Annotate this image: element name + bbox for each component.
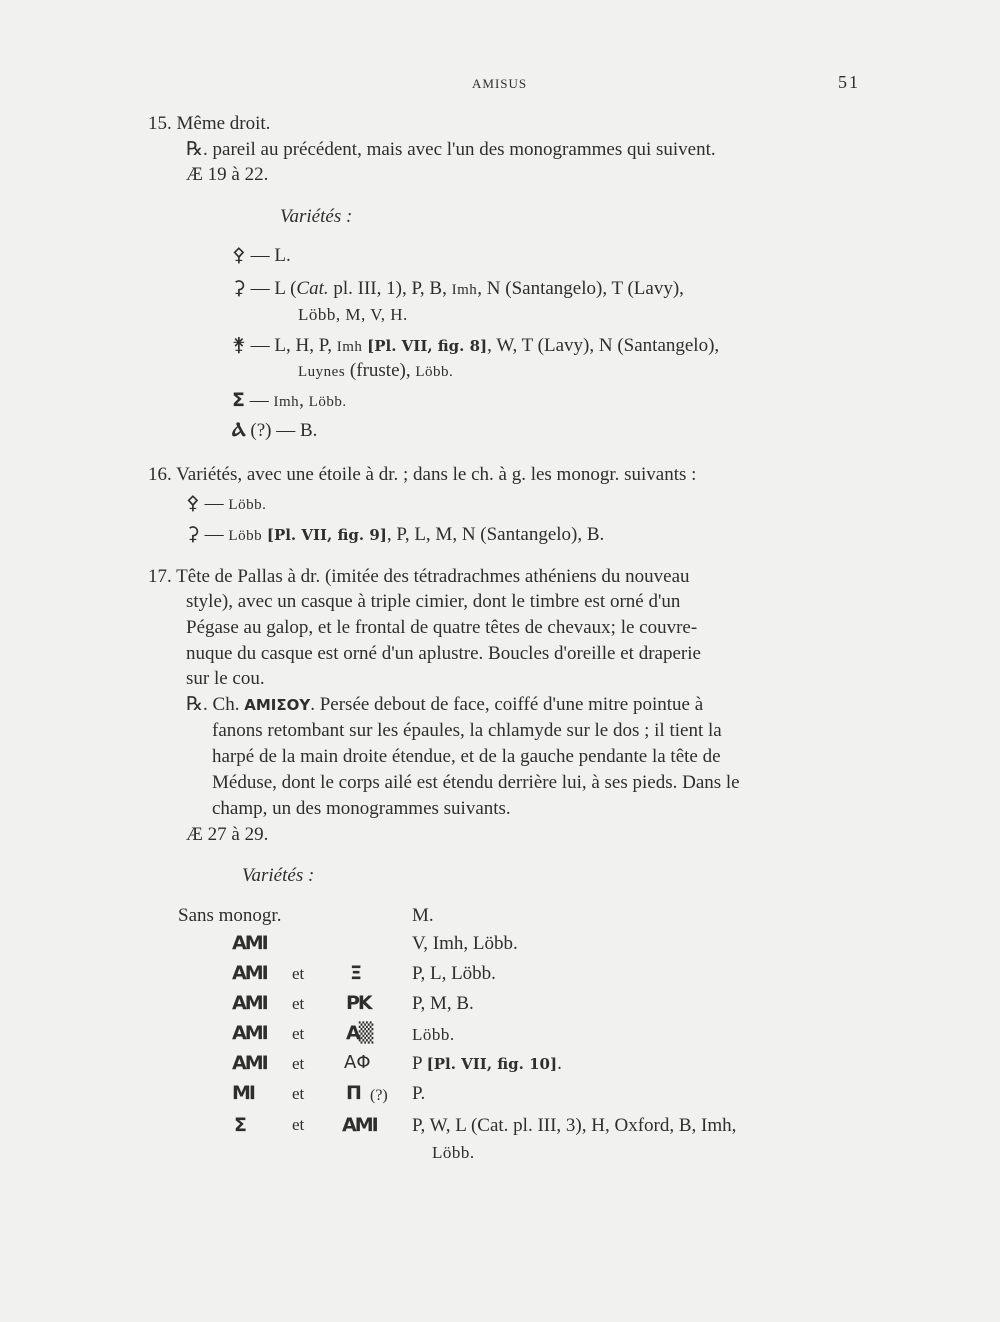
entry-number: 16. <box>148 464 172 485</box>
table-cell: et <box>292 1024 305 1043</box>
variety-text: — L. <box>250 245 291 266</box>
monogram-glyph: Ⲁ <box>232 419 246 441</box>
page-number: 51 <box>838 72 860 92</box>
variety-text: , <box>299 390 309 411</box>
table-cell: Sans monogr. <box>178 905 282 926</box>
variety-row <box>232 389 347 413</box>
variety-text: (?) — B. <box>250 420 318 441</box>
reverse-text: Persée debout de face, coiffé d'une mitre pointue à <box>319 694 704 715</box>
catalogue-ref: Cat. <box>296 278 329 299</box>
monogram-glyph: ⚴ <box>186 492 200 514</box>
table-cell: et <box>292 964 305 983</box>
variety-row <box>232 244 291 267</box>
entry-15-reverse <box>186 139 716 161</box>
monogram-glyph: ΑΜΙ <box>342 1114 377 1136</box>
variety-row <box>186 523 604 547</box>
reverse-lead: Ch. <box>212 694 240 715</box>
monogram-glyph: ΑΜΙ <box>232 1052 267 1074</box>
reverse-line: Méduse, dont le corps ailé est étendu derrière lui, à ses pieds. Dans le <box>212 772 740 793</box>
monogram-glyph: ΑΜΙ <box>232 962 267 984</box>
entry-number: 15. <box>148 113 172 134</box>
source-name: Imh <box>336 339 363 355</box>
reverse-symbol: ℞. <box>186 694 208 715</box>
table-cell: et <box>292 994 305 1013</box>
table-cell: et <box>292 1054 305 1073</box>
monogram-glyph: ΡΚ <box>346 992 371 1014</box>
monogram-glyph: ⚳ <box>186 523 200 545</box>
variety-continuation: Löbb, M, V, H. <box>298 305 408 324</box>
greek-legend: ΑΜΙΣΟΥ <box>244 696 311 714</box>
plate-ref: [Pl. VII, fig. 8] <box>367 337 488 355</box>
monogram-glyph: ΑΜΙ <box>232 992 267 1014</box>
source-text: P <box>412 1053 427 1074</box>
entry-number: 17. <box>148 566 172 587</box>
monogram-glyph: ΑΜΙ <box>232 1022 267 1044</box>
variety-text: (fruste), <box>345 360 416 381</box>
entry-17-line: Pégase au galop, et le frontal de quatre têtes de chevaux; le couvre- <box>186 617 698 638</box>
variety-text: — L, H, P, <box>250 335 337 356</box>
monogram-glyph: Ξ <box>350 962 361 984</box>
varietes-label: Variétés : <box>242 865 315 886</box>
plate-ref: [Pl. VII, fig. 9] <box>266 526 387 544</box>
entry-15-heading <box>148 113 270 135</box>
variety-row <box>232 334 719 358</box>
variety-text: , W, T (Lavy), N (Santangelo), <box>487 335 720 356</box>
variety-text: pl. III, 1), P, B, <box>328 278 452 299</box>
source-name: Löbb. <box>308 394 347 410</box>
source-name: Löbb. <box>228 497 267 513</box>
entry-17-line <box>148 566 690 588</box>
table-cell: P, M, B. <box>412 993 474 1014</box>
table-cell <box>412 1053 562 1075</box>
entry-text: Tête de Pallas à dr. (imitée des tétradrachmes athéniens du nouveau <box>176 566 690 587</box>
entry-text: Variétés, avec une étoile à dr. ; dans le ch. à g. les monogr. suivants : <box>176 464 697 485</box>
source-name: Imh <box>451 282 478 298</box>
table-cell: P. <box>412 1083 426 1104</box>
variety-continuation <box>298 360 453 383</box>
reverse-line: champ, un des monogrammes suivants. <box>212 798 511 819</box>
variety-text: — <box>249 390 274 411</box>
table-cell: Löbb. <box>432 1143 475 1162</box>
monogram-glyph: ⚳ <box>232 277 246 299</box>
reverse-line: harpé de la main droite étendue, et de la gauche pendante la tête de <box>212 746 721 767</box>
source-name: Löbb <box>228 528 263 544</box>
varietes-label: Variétés : <box>280 206 353 227</box>
running-header: AMISUS <box>472 76 528 91</box>
source-name: Löbb. <box>415 364 454 380</box>
variety-text: , N (Santangelo), T (Lavy), <box>477 278 684 299</box>
table-cell: V, Imh, Löbb. <box>412 933 518 954</box>
monogram-glyph: ⚵ <box>232 334 246 356</box>
plate-ref: [Pl. VII, fig. 10] <box>426 1055 558 1073</box>
monogram-glyph: ΑΦ <box>344 1052 371 1073</box>
entry-16-heading <box>148 464 696 486</box>
reverse-text: pareil au précédent, mais avec l'un des monogrammes qui suivent. <box>212 139 716 160</box>
entry-17-metal: Æ 27 à 29. <box>186 824 269 845</box>
monogram-glyph: Σ <box>232 389 245 411</box>
entry-17-line: sur le cou. <box>186 668 265 689</box>
source-name: Imh <box>273 394 300 410</box>
variety-row <box>232 277 684 301</box>
monogram-glyph: Α▒ <box>346 1022 372 1044</box>
table-cell: P, L, Löbb. <box>412 963 496 984</box>
monogram-glyph: ⚴ <box>232 244 246 266</box>
variety-text: — <box>204 493 229 514</box>
reverse-symbol: ℞. <box>186 139 208 160</box>
variety-text: — <box>204 524 229 545</box>
reverse-line: fanons retombant sur les épaules, la chlamyde sur le dos ; il tient la <box>212 720 722 741</box>
source-text: . <box>557 1053 562 1074</box>
table-cell: (?) <box>370 1087 388 1104</box>
table-cell: M. <box>412 905 434 926</box>
entry-17-line: style), avec un casque à triple cimier, dont le timbre est orné d'un <box>186 591 681 612</box>
monogram-glyph: Π <box>346 1082 360 1104</box>
variety-text: — L ( <box>250 278 297 299</box>
source-name: Luynes <box>298 364 346 380</box>
entry-15-metal: Æ 19 à 22. <box>186 164 269 185</box>
monogram-glyph: Σ <box>234 1114 245 1136</box>
table-cell: et <box>292 1115 305 1134</box>
monogram-glyph: ΜΙ <box>232 1082 254 1104</box>
table-cell: P, W, L (Cat. pl. III, 3), H, Oxford, B, Imh, <box>412 1115 737 1136</box>
entry-title: Même droit. <box>176 113 271 134</box>
table-cell: et <box>292 1084 305 1103</box>
variety-row <box>232 419 317 442</box>
entry-17-line: nuque du casque est orné d'un aplustre. Boucles d'oreille et draperie <box>186 643 701 664</box>
entry-17-reverse: ℞. Ch. ΑΜΙΣΟΥ. Persée debout de face, coiffé d'une mitre pointue à <box>186 694 704 715</box>
monogram-glyph: ΑΜΙ <box>232 932 267 954</box>
variety-row <box>186 492 266 516</box>
variety-text: , P, L, M, N (Santangelo), B. <box>386 524 605 545</box>
table-cell: Löbb. <box>412 1025 455 1044</box>
